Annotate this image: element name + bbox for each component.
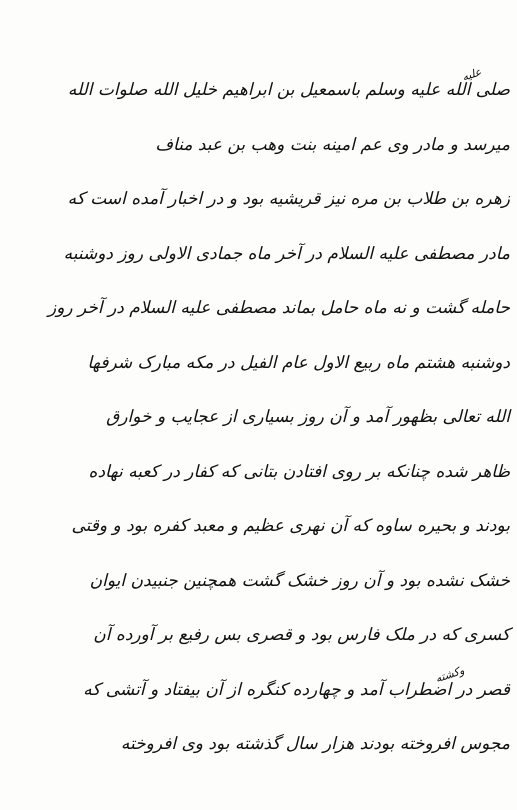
- text-line-8: ظاهر شده چنانکه بر روی افتادن بتانی که کفار در کعبه نهاده: [88, 462, 510, 482]
- text-line-11: کسری که در ملک فارس بود و قصری بس رفیع بر آورده آن: [93, 625, 510, 645]
- text-line-10: خشک نشده بود و آن روز خشک گشت همچنین جنبیدن ایوان: [89, 571, 510, 591]
- text-line-1: صلی الله علیه وسلم باسمعیل بن ابراهیم خلیل الله صلوات الله: [67, 80, 510, 100]
- text-line-5: حامله گشت و نه ماه حامل بماند مصطفی علیه السلام در آخر روز: [48, 298, 510, 318]
- text-line-7: الله تعالی بظهور آمد و آن روز بسیاری از عجایب و خوارق: [106, 407, 510, 427]
- text-line-6: دوشنبه هشتم ماه ربیع الاول عام الفیل در مکه مبارک شرفها: [87, 353, 510, 373]
- text-line-13: مجوس افروخته بودند هزار سال گذشته بود وی افروخته: [120, 734, 510, 754]
- text-line-9: بودند و بحیره ساوه که آن نهری عظیم و معبد کفره بود و وقتی: [71, 516, 510, 536]
- text-line-3: زهره بن طلاب بن مره نیز قریشیه بود و در اخبار آمده است که: [67, 189, 510, 209]
- marginal-note-bottom: وکشته: [433, 663, 466, 686]
- text-line-2: میرسد و مادر وی عم امینه بنت وهب بن عبد مناف: [155, 135, 510, 155]
- text-line-4: مادر مصطفی علیه السلام در آخر ماه جمادی الاولی روز دوشنبه: [63, 244, 510, 264]
- text-line-12: قصر در اضطراب آمد و چهارده کنگره از آن بیفتاد و آتشی که: [83, 680, 510, 700]
- marginal-note-top: علیه: [460, 65, 483, 84]
